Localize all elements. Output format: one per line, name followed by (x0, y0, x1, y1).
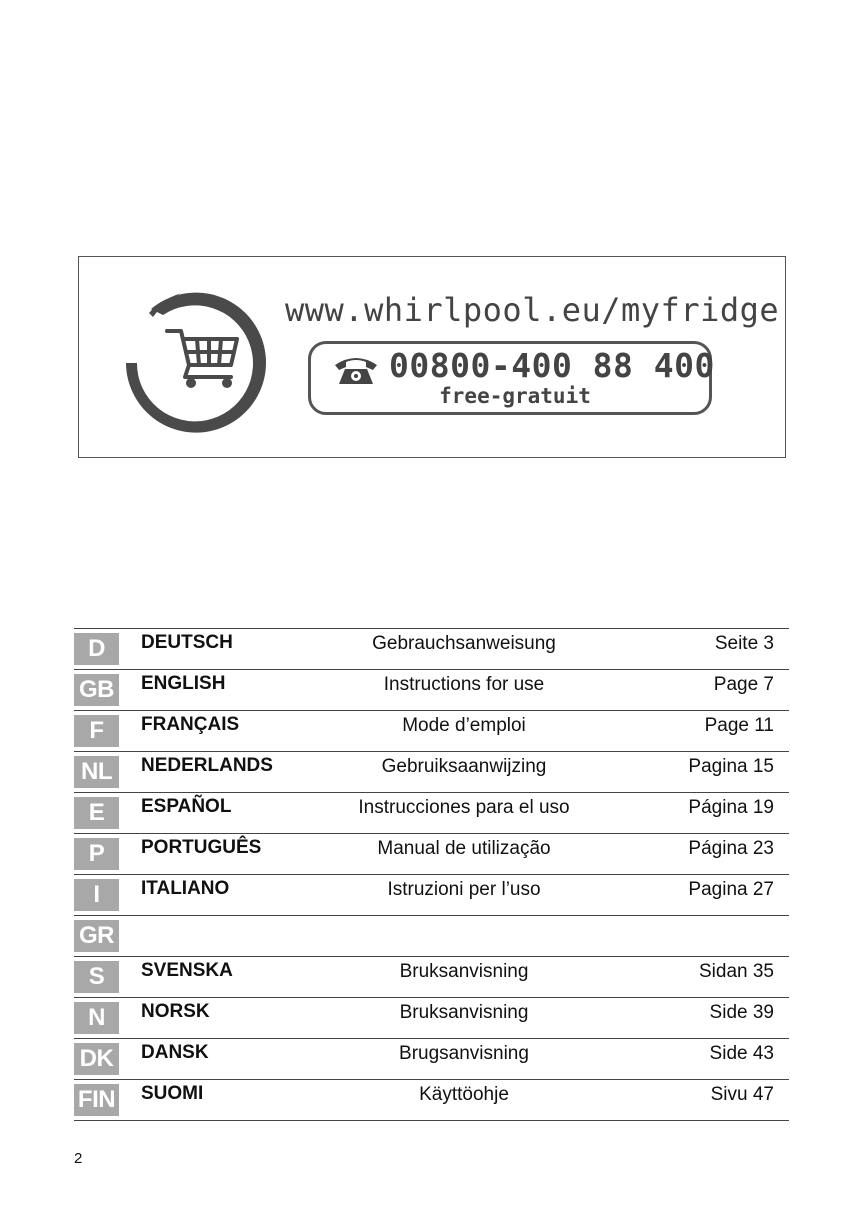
table-row[interactable] (74, 751, 789, 792)
language-code-badge: FIN (74, 1084, 119, 1116)
manual-title: Käyttöohje (419, 1084, 509, 1105)
page-reference: Page 7 (713, 674, 774, 695)
manual-title: Gebrauchsanweisung (372, 633, 556, 654)
manual-title: Instructions for use (383, 674, 545, 695)
table-row[interactable] (74, 956, 789, 997)
whirlpool-service-banner (78, 256, 786, 458)
language-name: ENGLISH (141, 673, 226, 694)
language-name: SUOMI (141, 1083, 204, 1104)
table-row[interactable] (74, 874, 789, 915)
manual-title: Mode d’emploi (402, 715, 526, 736)
phone-number[interactable]: 00800-400 88 400 (389, 346, 715, 385)
language-code-badge: N (74, 1002, 119, 1034)
language-code-badge: S (74, 961, 119, 993)
table-row[interactable] (74, 915, 789, 956)
table-row[interactable] (74, 792, 789, 833)
manual-title: Istruzioni per l’uso (387, 879, 541, 900)
page-number: 2 (74, 1150, 83, 1167)
language-name: ITALIANO (141, 878, 230, 899)
website-url[interactable]: www.whirlpool.eu/myfridge (285, 291, 780, 329)
table-row[interactable] (74, 628, 789, 669)
language-code-badge: GB (74, 674, 119, 706)
manual-title: Instrucciones para el uso (358, 797, 570, 818)
table-row[interactable] (74, 1038, 789, 1079)
page-reference: Sivu 47 (710, 1084, 774, 1105)
phone-note: free-gratuit (439, 384, 591, 408)
manual-title: Bruksanvisning (399, 1002, 529, 1023)
language-name: NEDERLANDS (141, 755, 273, 776)
language-name: NORSK (141, 1001, 210, 1022)
table-row[interactable] (74, 997, 789, 1038)
language-name: DEUTSCH (141, 632, 233, 653)
language-code-badge: GR (74, 920, 119, 952)
language-code-badge: NL (74, 756, 119, 788)
page-reference: Page 11 (704, 715, 774, 736)
language-code-badge: I (74, 879, 119, 911)
page-reference: Seite 3 (714, 633, 774, 654)
language-code-badge: P (74, 838, 119, 870)
table-row[interactable] (74, 710, 789, 751)
language-code-badge: E (74, 797, 119, 829)
page-reference: Side 43 (709, 1043, 774, 1064)
page-reference: Sidan 35 (698, 961, 774, 982)
manual-title: Manual de utilização (377, 838, 551, 859)
table-row[interactable] (74, 669, 789, 710)
page-reference: Página 19 (688, 797, 774, 818)
language-name: FRANÇAIS (141, 714, 240, 735)
manual-title: Gebruiksaanwijzing (381, 756, 547, 777)
language-name: ESPAÑOL (141, 796, 232, 817)
page-reference: Side 39 (709, 1002, 774, 1023)
language-index-table (74, 628, 789, 1121)
language-name: PORTUGUÊS (141, 837, 262, 858)
telephone-icon (333, 353, 379, 387)
language-code-badge: F (74, 715, 119, 747)
page-reference: Página 23 (688, 838, 774, 859)
page-reference: Pagina 27 (688, 879, 774, 900)
language-code-badge: D (74, 633, 119, 665)
manual-title: Bruksanvisning (399, 961, 529, 982)
language-name: DANSK (141, 1042, 209, 1063)
shopping-cart-icon (123, 283, 279, 433)
language-name: SVENSKA (141, 960, 233, 981)
phone-box (308, 341, 715, 415)
table-row[interactable] (74, 833, 789, 874)
manual-title: Brugsanvisning (399, 1043, 529, 1064)
table-row[interactable] (74, 1079, 789, 1121)
language-code-badge: DK (74, 1043, 119, 1075)
page-reference: Pagina 15 (688, 756, 774, 777)
